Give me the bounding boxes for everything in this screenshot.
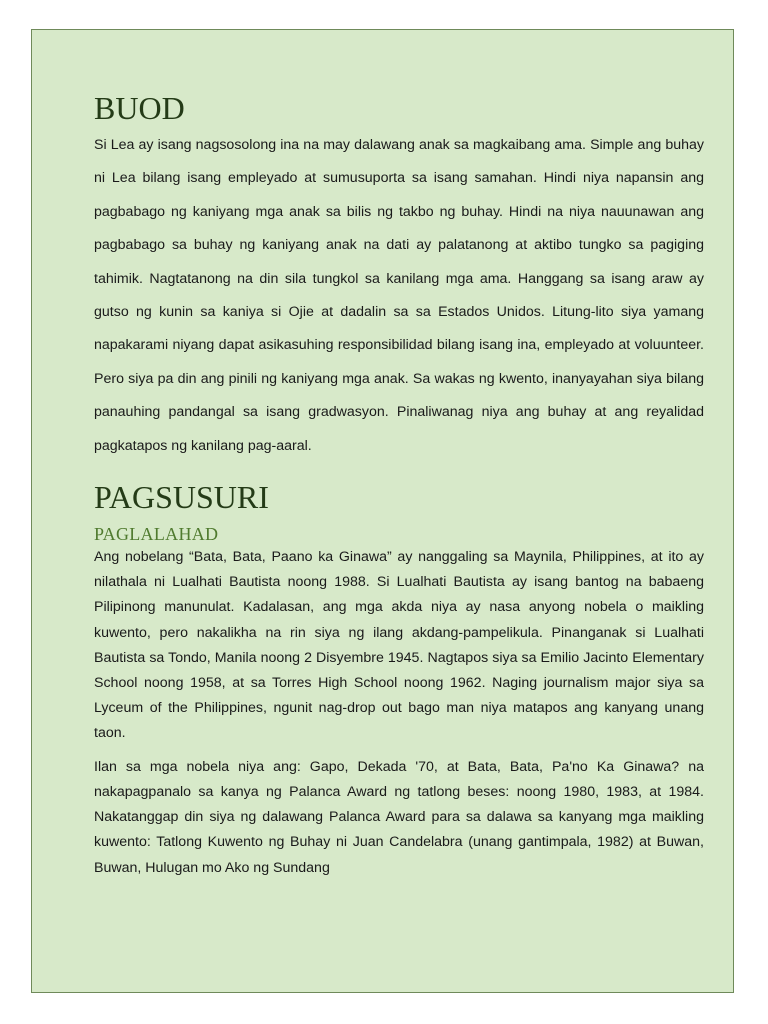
analysis-subheading: PAGLALAHAD	[94, 524, 219, 545]
analysis-paragraph-1: Ang nobelang “Bata, Bata, Paano ka Ginawa” ay nanggaling sa Maynila, Philippines, at ito ay nilathala ni Lualhati Bautista noong 1988. Si Lualhati Bautista ay isang bantog na babaeng Pilipinong manunulat. Kadalasan, ang mga akda niya ay nasa anyong nobela o maikling kuwento, pero nakalikha na rin siya ng ilang akdang-pampelikula. Pinanganak si Lualhati Bautista sa Tondo, Manila noong 2 Disyembre 1945. Nagtapos siya sa Emilio Jacinto Elementary School noong 1958, at sa Torres High School noong 1962. Naging journalism major siya sa Lyceum of the Philippines, ngunit nag-drop out bago man niya matapos ang kanyang unang taon.	[94, 549, 704, 742]
document-page	[31, 29, 734, 993]
page-content	[94, 88, 704, 881]
analysis-heading: PAGSUSURI	[94, 479, 269, 516]
summary-heading: BUOD	[94, 90, 185, 126]
analysis-paragraph-2: Ilan sa mga nobela niya ang: Gapo, Dekada '70, at Bata, Bata, Pa'no Ka Ginawa? na nakapagpanalo sa kanya ng Palanca Award ng tatlong beses: noong 1980, 1983, at 1984. Nakatanggap din siya ng dalawang Palanca Award para sa dalawa sa kanyang mga maikling kuwento: Tatlong Kuwento ng Buhay ni Juan Candelabra (unang gantimpala, 1982) at Buwan, Buwan, Hulugan mo Ako ng Sundang	[94, 758, 704, 876]
summary-paragraph: Si Lea ay isang nagsosolong ina na may dalawang anak sa magkaibang ama. Simple ang buhay ni Lea bilang isang empleyado at sumusuporta sa isang samahan. Hindi niya napansin ang pagbabago ng kaniyang mga anak sa bilis ng takbo ng buhay. Hindi na niya nauunawan ang pagbabago sa buhay ng kaniyang anak na dati ay palatanong at aktibo tungko sa pagiging tahimik. Nagtatanong na din sila tungkol sa kanilang mga ama. Hanggang sa isang araw ay gutso ng kunin sa kaniya si Ojie at dadalin sa sa Estados Unidos. Litung-lito siya yamang napakarami niyang dapat asikasuhing responsibilidad bilang isang ina, empleyado at voluunteer. Pero siya pa din ang pinili ng kaniyang mga anak. Sa wakas ng kwento, inanyayahan siya bilang panauhing pandangal sa isang gradwasyon. Pinaliwanag niya ang buhay at ang reyalidad pagkatapos ng kanilang pag-aaral.	[94, 137, 704, 454]
